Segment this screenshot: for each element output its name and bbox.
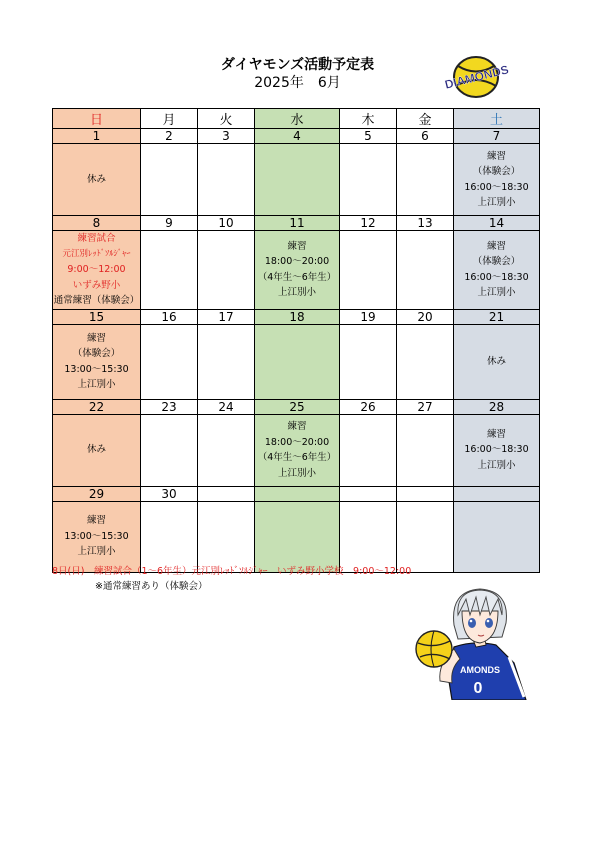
schedule-cell — [454, 324, 540, 399]
date-cell: 5 — [340, 129, 397, 144]
schedule-line: 休み — [86, 173, 106, 185]
date-cell: 19 — [340, 309, 397, 324]
date-cell: 29 — [53, 486, 141, 501]
schedule-line: いずみ野小 — [72, 279, 121, 291]
schedule-line: 上江別小 — [77, 379, 116, 390]
schedule-cell — [53, 231, 141, 310]
schedule-cell — [340, 324, 397, 399]
svg-text:DIAMONDS: DIAMONDS — [443, 62, 511, 92]
schedule-cell — [397, 324, 454, 399]
schedule-cell — [141, 144, 198, 216]
date-row — [53, 399, 540, 414]
note-practice-match: 8日(日) 練習試合（1～6年生）元江別ﾚｯﾄﾞｿﾙｼﾞｬｰ いずみ野小学校 9:00～12:00 — [52, 566, 412, 577]
schedule-cell — [53, 414, 141, 486]
schedule-line: 13:00～15:30 — [64, 363, 129, 375]
date-cell: 25 — [255, 399, 340, 414]
date-cell: 20 — [397, 309, 454, 324]
schedule-row — [53, 501, 540, 572]
date-cell — [340, 486, 397, 501]
schedule-line: （4年生～6年生） — [257, 271, 337, 283]
date-row — [53, 309, 540, 324]
page-title: ダイヤモンズ活動予定表 — [220, 57, 375, 73]
date-cell: 9 — [141, 216, 198, 231]
date-cell — [255, 486, 340, 501]
schedule-cell — [141, 414, 198, 486]
schedule-line: （体験会） — [472, 256, 521, 268]
schedule-cell — [340, 501, 397, 572]
schedule-cell — [340, 231, 397, 310]
date-cell: 24 — [198, 399, 255, 414]
schedule-line: 練習 — [486, 240, 506, 252]
schedule-cell — [255, 414, 340, 486]
schedule-cell — [255, 144, 340, 216]
team-logo — [436, 50, 518, 102]
date-cell: 27 — [397, 399, 454, 414]
schedule-cell — [255, 324, 340, 399]
date-cell: 16 — [141, 309, 198, 324]
schedule-line: 休み — [486, 355, 506, 367]
date-cell: 26 — [340, 399, 397, 414]
schedule-cell — [255, 231, 340, 310]
date-cell: 8 — [53, 216, 141, 231]
svg-text:0: 0 — [473, 680, 483, 697]
schedule-line: 練習試合 — [77, 233, 116, 244]
date-cell: 1 — [53, 129, 141, 144]
date-cell: 3 — [198, 129, 255, 144]
weekday-friday: 金 — [397, 109, 454, 129]
date-cell: 11 — [255, 216, 340, 231]
date-cell: 6 — [397, 129, 454, 144]
schedule-line: 16:00～18:30 — [464, 181, 529, 193]
schedule-cell — [198, 144, 255, 216]
schedule-row — [53, 414, 540, 486]
calendar-table — [52, 108, 540, 573]
schedule-line: 上江別小 — [477, 197, 516, 208]
schedule-line: 18:00～20:00 — [264, 256, 330, 268]
date-cell — [198, 486, 255, 501]
schedule-line: 通常練習（体験会） — [53, 295, 140, 306]
schedule-cell — [340, 414, 397, 486]
date-cell: 23 — [141, 399, 198, 414]
schedule-line: 上江別小 — [477, 459, 516, 471]
schedule-cell — [454, 501, 540, 572]
note-regular-practice: ※通常練習あり（体験会） — [95, 581, 208, 592]
date-cell: 13 — [397, 216, 454, 231]
schedule-cell — [141, 231, 198, 310]
schedule-cell — [454, 414, 540, 486]
schedule-cell — [340, 144, 397, 216]
schedule-line: 練習 — [287, 240, 307, 252]
schedule-cell — [53, 324, 141, 399]
schedule-cell — [454, 144, 540, 216]
schedule-line: 練習 — [486, 428, 506, 440]
date-cell: 22 — [53, 399, 141, 414]
schedule-line: 練習 — [486, 150, 506, 162]
schedule-line: 練習 — [86, 515, 106, 527]
weekday-saturday: 土 — [454, 109, 540, 129]
schedule-cell — [255, 501, 340, 572]
mascot-illustration — [414, 585, 534, 700]
schedule-cell — [198, 231, 255, 310]
date-cell: 7 — [454, 129, 540, 144]
schedule-row — [53, 324, 540, 399]
weekday-monday: 月 — [141, 109, 198, 129]
schedule-cell — [454, 231, 540, 310]
schedule-cell — [198, 324, 255, 399]
schedule-line: 上江別小 — [77, 546, 116, 558]
schedule-line: 9:00～12:00 — [67, 264, 126, 275]
date-cell — [454, 486, 540, 501]
date-cell — [397, 486, 454, 501]
date-row — [53, 486, 540, 501]
schedule-cell — [141, 501, 198, 572]
date-cell: 15 — [53, 309, 141, 324]
date-cell: 14 — [454, 216, 540, 231]
date-cell: 17 — [198, 309, 255, 324]
schedule-line: 13:00～15:30 — [64, 530, 129, 542]
schedule-row — [53, 231, 540, 310]
weekday-tuesday: 火 — [198, 109, 255, 129]
schedule-cell — [141, 324, 198, 399]
schedule-cell — [397, 231, 454, 310]
schedule-line: 16:00～18:30 — [464, 271, 529, 283]
date-cell: 10 — [198, 216, 255, 231]
schedule-cell — [53, 144, 141, 216]
schedule-cell — [198, 501, 255, 572]
date-row — [53, 129, 540, 144]
schedule-line: 上江別小 — [277, 467, 316, 479]
weekday-wednesday: 水 — [255, 109, 340, 129]
schedule-line: 16:00～18:30 — [464, 444, 529, 456]
date-cell: 4 — [255, 129, 340, 144]
schedule-line: 元江別ﾚｯﾄﾞｿﾙｼﾞｬｰ — [62, 248, 131, 259]
date-cell: 30 — [141, 486, 198, 501]
month-subtitle: 2025年 6月 — [254, 75, 341, 91]
schedule-line: 上江別小 — [477, 287, 516, 299]
weekday-sunday: 日 — [53, 109, 141, 129]
date-cell: 12 — [340, 216, 397, 231]
schedule-line: 上江別小 — [277, 287, 316, 299]
schedule-row — [53, 144, 540, 216]
schedule-line: 休み — [86, 444, 106, 456]
date-cell: 18 — [255, 309, 340, 324]
schedule-line: 練習 — [287, 421, 307, 432]
weekday-header-row — [53, 109, 540, 129]
schedule-line: 練習 — [86, 332, 106, 344]
schedule-line: （体験会） — [472, 166, 521, 177]
schedule-line: 18:00～20:00 — [264, 436, 330, 448]
svg-text:AMONDS: AMONDS — [460, 665, 500, 675]
schedule-line: （4年生～6年生） — [257, 452, 337, 463]
schedule-cell — [53, 501, 141, 572]
schedule-cell — [397, 144, 454, 216]
weekday-thursday: 木 — [340, 109, 397, 129]
date-row — [53, 216, 540, 231]
date-cell: 28 — [454, 399, 540, 414]
schedule-cell — [397, 414, 454, 486]
schedule-cell — [397, 501, 454, 572]
date-cell: 2 — [141, 129, 198, 144]
date-cell: 21 — [454, 309, 540, 324]
schedule-cell — [198, 414, 255, 486]
schedule-line: （体験会） — [72, 348, 121, 359]
